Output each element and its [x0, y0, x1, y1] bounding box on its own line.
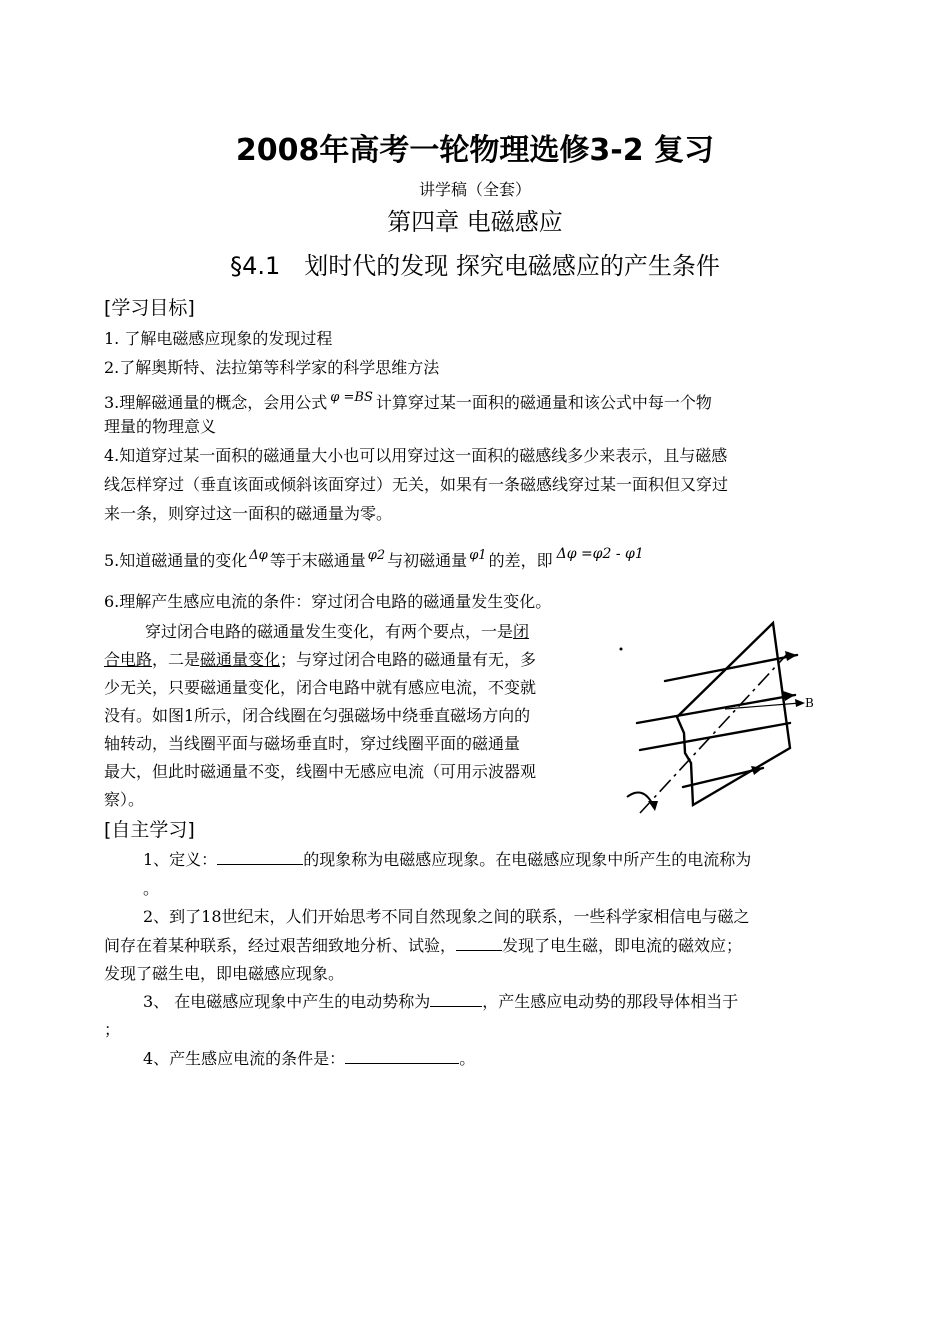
explain-line-1-text: 穿过闭合电路的磁通量发生变化，有两个要点，一是	[145, 622, 514, 641]
explain-line-2	[104, 647, 536, 670]
figure-coil-in-field	[615, 615, 835, 825]
question-3-text-b: ，产生感应电动势的那段导体相当于	[482, 992, 739, 1011]
objective-1: 1. 了解电磁感应现象的发现过程	[104, 329, 333, 348]
phi-2: φ2	[367, 548, 386, 563]
objective-3-line2: 理量的物理意义	[104, 417, 217, 436]
explain-line-2-mid: ，二是	[152, 650, 201, 669]
question-2-text-a: 间存在着某种联系，经过艰苦细致地分析、试验，	[104, 936, 457, 955]
phi-1: φ1	[469, 548, 487, 563]
objective-4-line1: 4.知道穿过某一面积的磁通量大小也可以用穿过这一面积的磁感线多少来表示，且与磁感	[104, 446, 728, 465]
explain-line-4: 没有。如图1所示，闭合线圈在匀强磁场中绕垂直磁场方向的	[104, 706, 531, 725]
chapter-title: 第四章 电磁感应	[387, 208, 563, 236]
flux-formula: φ =BS	[330, 390, 373, 405]
explain-line-7: 察）。	[104, 790, 145, 809]
question-2-line1: 2、到了18世纪末，人们开始思考不同自然现象之间的联系，一些科学家相信电与磁之	[143, 907, 750, 926]
flux-change-formula: Δφ =φ2 - φ1	[556, 546, 644, 562]
question-2-line3: 发现了磁生电，即电磁感应现象。	[104, 964, 345, 983]
objective-3	[104, 390, 712, 413]
page-title: 2008年高考一轮物理选修3-2 复习	[235, 133, 715, 168]
field-label-b: B	[805, 696, 814, 710]
objective-4-line3: 来一条，则穿过这一面积的磁通量为零。	[104, 504, 393, 523]
objective-5-text-a: 5.知道磁通量的变化	[104, 551, 248, 570]
question-3-blank[interactable]	[430, 989, 482, 1007]
objective-5-text-b: 等于末磁通量	[269, 551, 366, 570]
objective-2: 2.了解奥斯特、法拉第等科学家的科学思维方法	[104, 358, 440, 377]
question-2-blank[interactable]	[456, 933, 502, 951]
objective-5-text-c: 与初磁通量	[387, 551, 468, 570]
delta-phi: Δφ	[249, 548, 268, 563]
question-2-line2	[104, 933, 742, 956]
explain-line-1	[145, 619, 529, 642]
explain-line-6: 最大，但此时磁通量不变，线圈中无感应电流（可用示波器观	[104, 762, 537, 781]
question-1-end: 。	[143, 879, 160, 898]
objective-4-line2: 线怎样穿过（垂直该面或倾斜该面穿过）无关，如果有一条磁感线穿过某一面积但又穿过	[104, 475, 729, 494]
question-2-text-b: 发现了电生磁，即电流的磁效应；	[502, 936, 743, 955]
self-study-heading: [自主学习]	[104, 819, 195, 841]
explain-line-5: 轴转动，当线圈平面与磁场垂直时，穿过线圈平面的磁通量	[104, 734, 521, 753]
question-1-text-b: 的现象称为电磁感应现象。在电磁感应现象中所产生的电流称为	[303, 850, 752, 869]
explain-underline-2: 合电路	[104, 650, 153, 669]
question-3-text-a: 3、 在电磁感应现象中产生的电动势称为	[143, 992, 431, 1011]
question-1-text-a: 1、定义：	[143, 850, 218, 869]
question-4	[143, 1046, 475, 1069]
page-subtitle: 讲学稿（全套）	[418, 180, 531, 199]
question-3	[143, 989, 738, 1012]
objectives-heading: [学习目标]	[104, 297, 195, 319]
explain-line-3: 少无关，只要磁通量变化，闭合电路中就有感应电流，不变就	[104, 678, 537, 697]
objective-3-text-a: 3.理解磁通量的概念，会用公式	[104, 393, 328, 412]
objective-5	[104, 548, 644, 571]
question-4-blank[interactable]	[345, 1046, 459, 1064]
explain-underline-3: 磁通量变化	[200, 650, 281, 669]
objective-5-text-d: 的差，即	[488, 551, 553, 570]
objective-6: 6.理解产生感应电流的条件：穿过闭合电路的磁通量发生变化。	[104, 592, 552, 611]
question-4-text-a: 4、产生感应电流的条件是：	[143, 1049, 346, 1068]
explain-underline-1: 闭	[513, 622, 530, 641]
question-1	[143, 847, 751, 870]
objective-3-text-b: 计算穿过某一面积的磁通量和该公式中每一个物	[375, 393, 712, 412]
explain-line-2-post: ；与穿过闭合电路的磁通量有无，多	[280, 650, 537, 669]
section-title: §4.1 划时代的发现 探究电磁感应的产生条件	[230, 252, 720, 280]
question-4-text-b: 。	[459, 1049, 476, 1068]
question-1-blank[interactable]	[217, 847, 303, 865]
question-3-end: ；	[104, 1020, 121, 1039]
